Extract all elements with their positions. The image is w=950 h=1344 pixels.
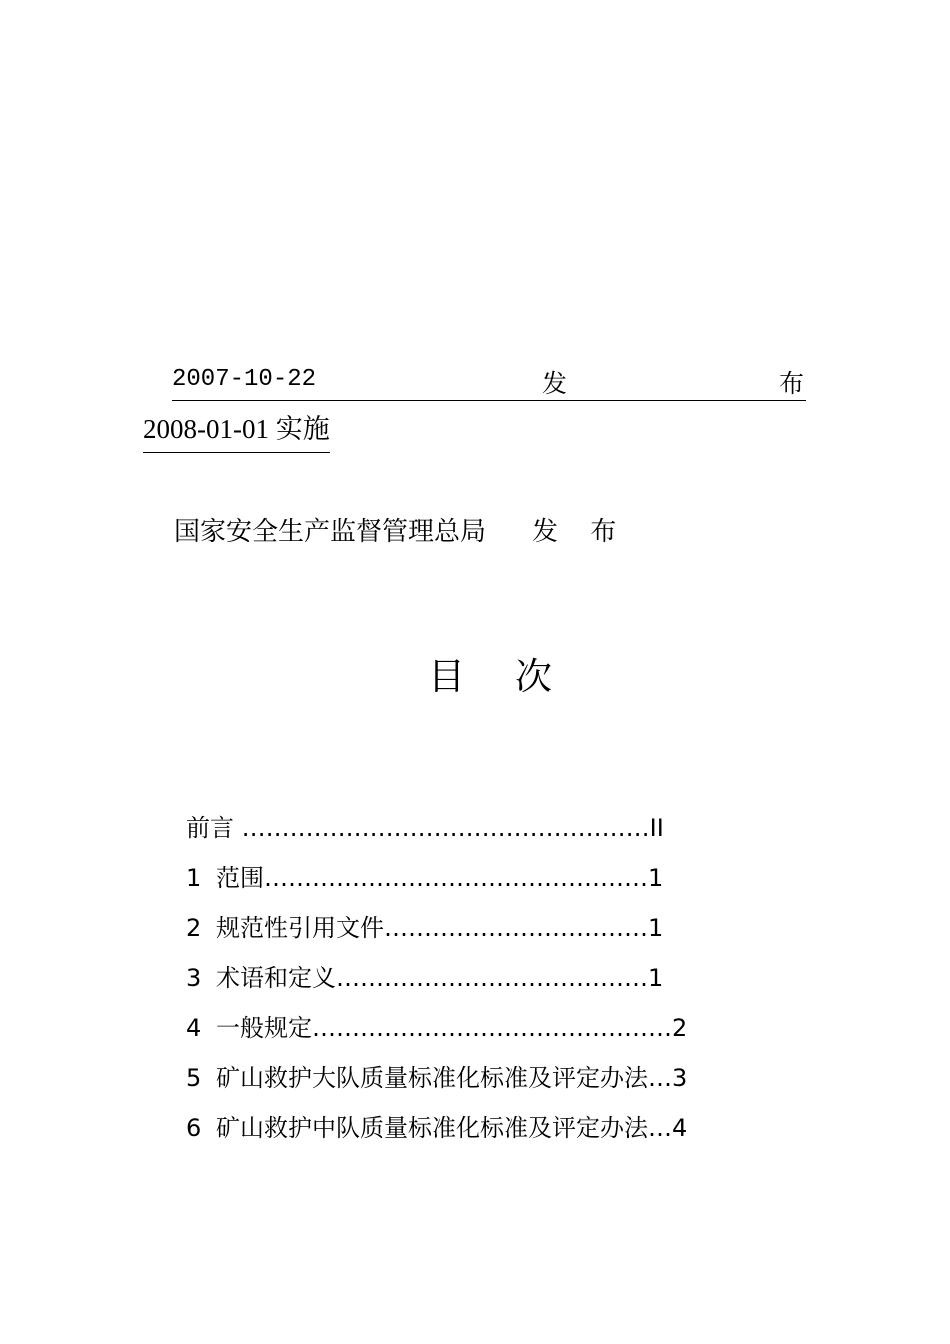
toc-entry-page: II <box>649 814 664 842</box>
toc-entry-page: 1 <box>648 864 664 892</box>
toc-entry-title: 一般规定 <box>216 1014 312 1042</box>
toc-entry-title: 术语和定义 <box>216 964 336 992</box>
toc-entry-4[interactable] <box>186 1008 687 1058</box>
toc-leader-dots: …………………………… <box>384 914 648 942</box>
publisher-line <box>174 511 628 548</box>
issue-date-line <box>172 362 806 401</box>
toc-entry-6[interactable] <box>186 1108 687 1158</box>
toc-list <box>186 808 687 1158</box>
toc-entry-page: 4 <box>672 1114 688 1142</box>
issue-date: 2007-10-22 <box>172 366 317 393</box>
toc-entry-3[interactable] <box>186 958 687 1008</box>
toc-entry-number: 6 <box>186 1114 202 1142</box>
toc-title-char-2: 次 <box>515 655 552 698</box>
toc-entry-title: 范围 <box>216 864 264 892</box>
toc-leader-dots: ……………………………………… <box>312 1014 672 1042</box>
toc-leader-dots: …………………………………………… <box>241 814 650 842</box>
toc-entry-page: 3 <box>672 1064 688 1092</box>
toc-entry-number: 5 <box>186 1064 202 1092</box>
issue-word-2: 布 <box>778 369 804 398</box>
publisher-name: 国家安全生产监督管理总局 <box>174 517 487 547</box>
toc-leader-dots: … <box>648 1064 672 1092</box>
toc-entry-title: 规范性引用文件 <box>216 914 384 942</box>
toc-entry-1[interactable] <box>186 858 687 908</box>
toc-entry-title: 矿山救护大队质量标准化标准及评定办法 <box>216 1064 648 1092</box>
toc-entry-number: 1 <box>186 864 202 892</box>
toc-leader-dots: … <box>648 1114 672 1142</box>
toc-leader-dots: ………………………………………… <box>264 864 648 892</box>
publisher-action: 发 布 <box>532 517 629 547</box>
toc-entry-page: 2 <box>672 1014 688 1042</box>
issue-word-1: 发 <box>542 369 568 398</box>
implement-date-line: 2008-01-01 实施 <box>143 412 330 453</box>
toc-entry-title: 矿山救护中队质量标准化标准及评定办法 <box>216 1114 648 1142</box>
toc-title <box>428 646 552 700</box>
toc-entry-foreword[interactable] <box>186 808 687 858</box>
toc-entry-page: 1 <box>648 914 664 942</box>
toc-entry-2[interactable] <box>186 908 687 958</box>
toc-entry-page: 1 <box>648 964 664 992</box>
toc-entry-number: 2 <box>186 914 202 942</box>
toc-leader-dots: ………………………………… <box>336 964 648 992</box>
toc-entry-5[interactable] <box>186 1058 687 1108</box>
toc-title-char-1: 目 <box>428 655 465 698</box>
toc-entry-number: 3 <box>186 964 202 992</box>
toc-entry-number: 4 <box>186 1014 202 1042</box>
toc-entry-title: 前言 <box>186 814 242 842</box>
